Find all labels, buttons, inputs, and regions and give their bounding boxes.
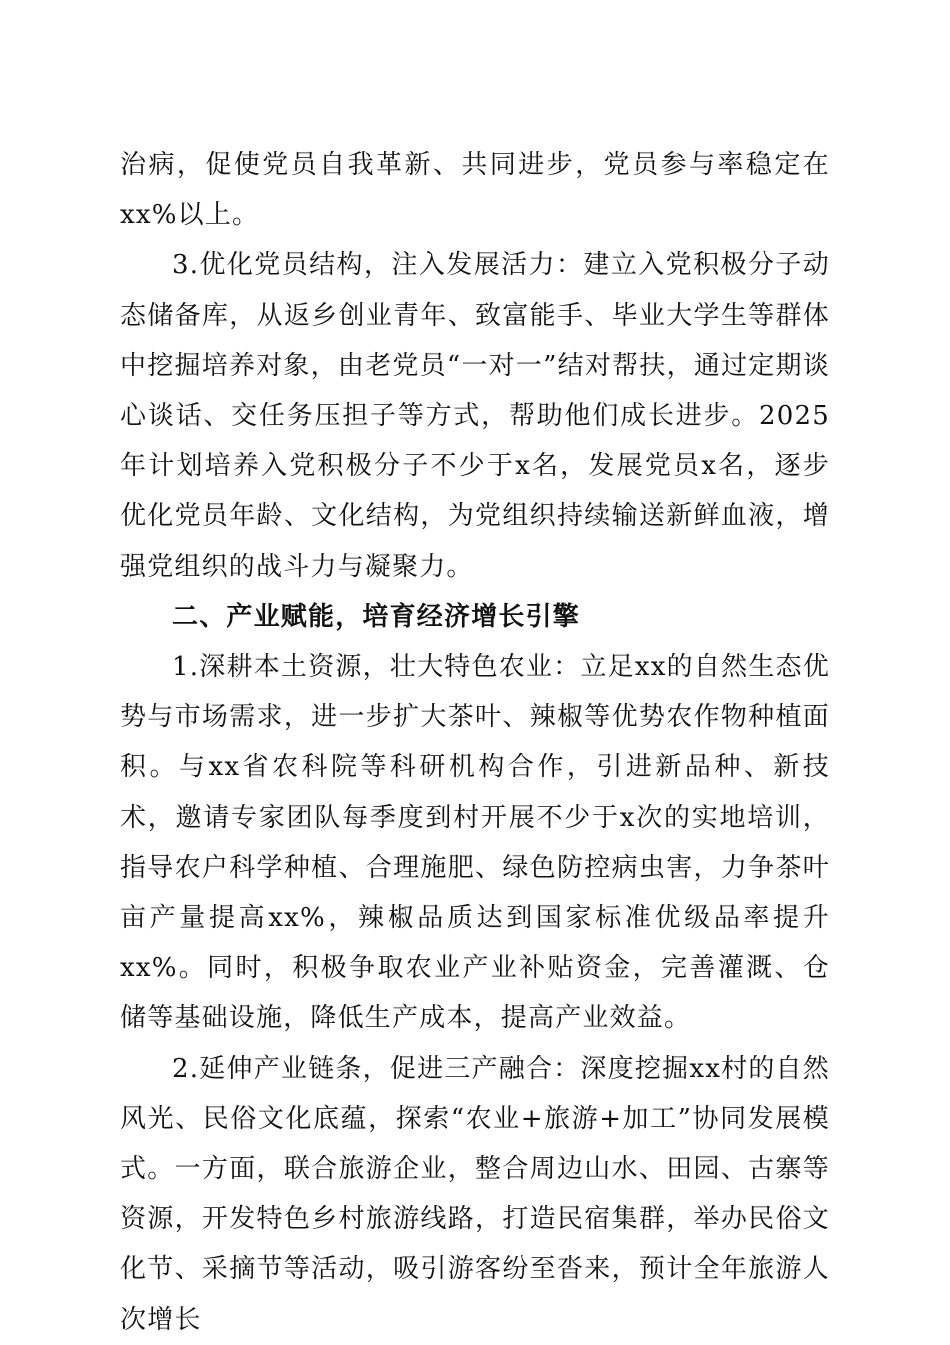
- paragraph-item-3-optimize-structure: 3.优化党员结构，注入发展活力：建立入党积极分子动态储备库，从返乡创业青年、致富能手、毕业大学生等群体中挖掘培养对象，由老党员“一对一”结对帮扶，通过定期谈心谈话、交任务压担子等方式，帮助他们成长进步。2025年计划培养入党积极分子不少于x名，发展党员x名，逐步优化党员年龄、文化结构，为党组织持续输送新鲜血液，增强党组织的战斗力与凝聚力。: [120, 250, 830, 582]
- paragraph-item-2-industry-chain: 2.延伸产业链条，促进三产融合：深度挖掘xx村的自然风光、民俗文化底蕴，探索“农业+旅游+加工”协同发展模式。一方面，联合旅游企业，整合周边山水、田园、古寨等资源，开发特色乡村旅游线路，打造民宿集群，举办民俗文化节、采摘节等活动，吸引游客纷至沓来，预计全年旅游人次增长: [120, 1053, 830, 1335]
- paragraph-continuation: 治病，促使党员自我革新、共同进步，党员参与率稳定在xx%以上。: [120, 150, 830, 231]
- document-body: [120, 140, 830, 1345]
- paragraph-item-1-agriculture: 1.深耕本土资源，壮大特色农业：立足xx的自然生态优势与市场需求，进一步扩大茶叶、辣椒等优势农作物种植面积。与xx省农科院等科研机构合作，引进新品种、新技术，邀请专家团队每季度到村开展不少于x次的实地培训，指导农户科学种植、合理施肥、绿色防控病虫害，力争茶叶亩产量提高xx%，辣椒品质达到国家标准优级品率提升xx%。同时，积极争取农业产业补贴资金，完善灌溉、仓储等基础设施，降低生产成本，提高产业效益。: [120, 652, 830, 1034]
- section-heading-industry: 二、产业赋能，培育经济增长引擎: [172, 601, 581, 632]
